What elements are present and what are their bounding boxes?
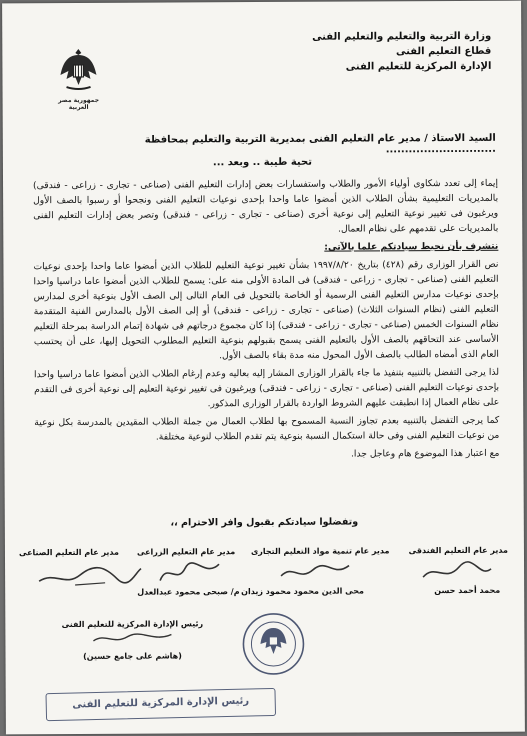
country-label: جمهورية مصر العربية xyxy=(58,96,100,112)
addressee-line: السيد الاستاذ / مدير عام التعليم الفنى بمديرية التربية والتعليم بمحافظة ............................. xyxy=(144,132,496,156)
signature-title-industrial: مدير عام التعليم الصناعى xyxy=(18,547,120,558)
signature-title-agricultural: مدير عام التعليم الزراعى xyxy=(136,547,236,557)
paragraph-decree: نص القرار الوزارى رقم (٤٢٨) بتاريخ ١٩٩٧/٨/٢٠ بشأن تغيير نوعية التعليم للطلاب الذين أمضوا عاما واحدا بإحدى نوعيات التعليم الفنى (صناعى - تجارى - زراعى - فندقى) فى المادة الأولى منه على: يسمح للطلاب الذين أمضوا عاما دراسيا واحدا بإحدى نوعيات مدارس التعليم الفنى الرسمية أو الخاصة بالتحويل فى العام التالى إلى الصف الأول بنوعية أخرى لمدارس التعليم الفنى (نظام السنوات الثلاث) (صناعى - تجارى - زراعى - فندقى) أو إلى الصف الأول بالمدارس الفنية المتقدمة نظام السنوات الخمس (صناعى - تجارى - زراعى - فندقى) إذا كان مجموع درجاتهم فى شهادة إتمام الدراسة بمرحلة التعليم الأساسى عند التحاقهم بالصف الأول بالتعليم الفنى يسمح بقبولهم بنوعية التعليم المطلوب التحويل إليها، على أن يحتسب العام الذى أمضاه الطالب بالصف الأول المحول منه مدة بقاء بالصف الأول. xyxy=(33,258,499,362)
greeting: تحية طيبة .. وبعد ... xyxy=(212,156,312,169)
paragraph-quota: كما يرجى التفضل بالتنبيه بعدم تجاوز النسبة المسموح بها لطلاب العمال من جملة الطلاب المقيدين بالمدرسة بكل نوعية من نوعيات التعليم الفنى وفى حالة استكمال النسبة بنوعية يتم تقدم الطلاب لنوعية مختلفة. xyxy=(34,414,500,443)
paragraph-instruction: لذا يرجى التفضل بالتنبيه بتنفيذ ما جاء بالقرار الوزارى المشار إليه بعاليه وعدم إرغام الطلاب الذين أمضوا عاما دراسيا واحدا بإحدى نوعيات التعليم الفنى (صناعى - تجارى - زراعى - فندقى) ويرغبون فى تغيير نوعية التعليم إلى نوعية أخرى فى التقدم على نظام العمال إذا انطبقت عليهم الشروط الواردة بالقرار الوزارى المذكور. xyxy=(34,366,500,410)
signature-name-agricultural: م/ صبحى محمود عبدالعدل xyxy=(137,587,240,597)
paragraph-urgent: مع اعتبار هذا الموضوع هام وعاجل جدا. xyxy=(350,447,500,460)
handwritten-signature xyxy=(275,558,355,586)
signature-title-hotel: مدير عام التعليم الفندقى xyxy=(408,545,508,556)
letter-sheet xyxy=(2,1,525,735)
letter-body xyxy=(33,176,500,466)
eagle-emblem xyxy=(50,45,106,112)
paragraph-intro: إيماء إلى تعدد شكاوى أولياء الأمور والطلاب واستفسارات بعض إدارات التعليم الفنى (صناعى - تجارى - زراعى - فندقى) بالمديريات التعليمية بشأن الطلاب الذين أمضوا عاما واحدا بإحدى نوعيات التعليم الفنى ونجحوا أو رسبوا بالصف الأول ويرغبون فى تغيير نوعية التعليم إلى نوعية أخرى (صناعى - تجارى - زراعى - فندقى) وتصر بعض إدارات التعليم الفنى بالمديريات على تقدمهم على نظام العمال. xyxy=(33,177,499,235)
central-title: رئيس الإدارة المركزية للتعليم الفنى xyxy=(61,619,204,630)
department-head-stamp: رئيس الإدارة المركزية للتعليم الفنى xyxy=(45,688,276,721)
central-name: (هاشم على جامع حسين) xyxy=(83,651,182,661)
signature-name-commercial: محى الدين محمود محمود زيدان xyxy=(241,586,364,597)
handwritten-signature xyxy=(87,630,177,646)
signature-names xyxy=(19,586,508,603)
signature-title-commercial: مدير عام تنمية مواد التعليم التجارى xyxy=(250,546,390,557)
signature-name-hotel: محمد أحمد حسن xyxy=(434,585,501,596)
ministry-line-2: قطاع التعليم الفنى xyxy=(395,45,492,58)
eagle-icon xyxy=(58,45,98,93)
ministry-line-3: الإدارة المركزية للتعليم الفنى xyxy=(345,60,492,73)
handwritten-signature xyxy=(415,557,495,587)
ministry-line-1: وزارة التربية والتعليم والتعليم الفنى xyxy=(312,30,492,43)
handwritten-signature xyxy=(155,558,225,588)
closing-line: وتفضلوا سيادتكم بقبول وافر الاحترام ،، xyxy=(170,516,359,529)
paragraph-notice: نتشرف بأن نحيط سيادتكم علما بالآتى: xyxy=(324,240,499,253)
central-administration-signature xyxy=(57,618,207,663)
ministry-header xyxy=(271,29,491,75)
handwritten-signature xyxy=(35,561,145,592)
official-seal-icon xyxy=(240,610,306,684)
